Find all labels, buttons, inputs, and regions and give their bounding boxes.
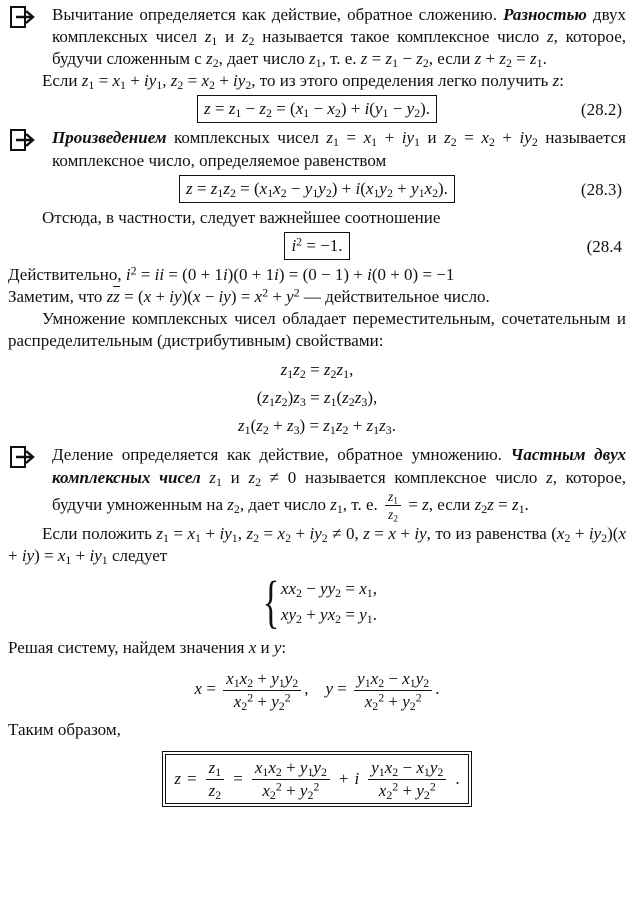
- formula-double-box: z = $\frac{z_1}{z_2}$ = $\frac{x_1x_2 + y_1y_2}{x_2^2 + y_2^2}$ + i $\frac{y_1x_2 - x_1y_2}{x_2^2 + y_2^2}$ .: [162, 751, 471, 807]
- equation-number: (28.3): [580, 179, 622, 199]
- indeed-paragraph: Действительно, $i^2$ = ii = (0 + 1i)(0 + 1i) = (0 − 1) + i(0 + 0) = −1: [8, 263, 455, 284]
- definition-arrow-icon: [10, 6, 36, 28]
- equation-28-3: [8, 175, 626, 203]
- commutative-formula: $z_1z_2 = z_2z_1$,: [280, 360, 354, 382]
- put-if-paragraph: Если положить $z_1 = x_1 + iy_1$, $z_2 = x_2 + iy_2 \ne 0$, z = x + iy, то из равенства $(x_2 + iy_2)(x + iy) = x_1 + iy_1$ следует: [8, 523, 626, 567]
- section-division: [8, 444, 627, 525]
- formula-box: $z = z_1z_2 = (x_1x_2 - y_1y_2) + i(x_1y_2 + y_1x_2)$.: [179, 175, 455, 203]
- note-paragraph: Заметим, что $z\overline{z} = (x + iy)(x - iy) = x^2 + y^2$ — действительное число.: [8, 285, 490, 307]
- x-fraction: $\frac{x_1x_2 + y_1y_2}{x_2^2 + y_2^2}$: [223, 669, 301, 711]
- solution-formulas: x = $\frac{x_1x_2 + y_1y_2}{x_2^2 + y_2^2}$ , y = $\frac{y_1x_2 - x_1y_2}{x_2^2 + y_2^2}$ .: [194, 669, 440, 713]
- thus-paragraph: Таким образом,: [8, 720, 121, 740]
- associative-formula: $(z_1z_2)z_3 = z_1(z_2z_3)$,: [256, 388, 378, 410]
- solving-paragraph: Решая систему, найдем значения x и y:: [8, 638, 287, 658]
- definition-arrow-icon: [10, 446, 36, 468]
- hence-paragraph: Отсюда, в частности, следует важнейшее соотношение: [42, 207, 441, 227]
- equation-28-2: [8, 95, 626, 123]
- product-paragraph: Произведением комплексных чисел $z_1 = x_1 + iy_1$ и $z_2 = x_2 + iy_2$ называется комплексное число, определяемое равенством: [52, 128, 626, 170]
- if-paragraph: Если $z_1 = x_1 + iy_1$, $z_2 = x_2 + iy_2$, то из этого определения легко получить z:: [42, 71, 564, 93]
- definition-arrow-icon: [10, 129, 36, 151]
- distributive-formula: $z_1(z_2 + z_3) = z_1z_2 + z_1z_3$.: [238, 416, 396, 438]
- section-subtraction: [8, 4, 626, 70]
- division-paragraph: Деление определяется как действие, обратное умножению. Частным двух комплексных чисел $z_1$ и $z_2 \ne 0$ называется комплексное число z, которое, будучи умноженным на $z_2$, дает число $z_1$, т. е. $\frac{z_1}{z_2}$ = z, если $z_2z = z_1$.: [52, 445, 627, 525]
- formula-box: $z = z_1 - z_2 = (x_1 - x_2) + i(y_1 - y_2)$.: [197, 95, 437, 123]
- formula-box: $i^2 = -1$.: [284, 232, 349, 260]
- brace: {: [262, 569, 280, 635]
- properties-block: [8, 356, 626, 440]
- system-block: [8, 569, 626, 635]
- y-fraction: $\frac{y_1x_2 - x_1y_2}{x_2^2 + y_2^2}$: [354, 669, 432, 711]
- section-product: [8, 127, 626, 171]
- mult-props-paragraph: Умножение комплексных чисел обладает переместительным, сочетательным и распределительным (дистрибутивным) свойствами:: [8, 309, 626, 351]
- equation-28-4: [8, 232, 626, 260]
- final-formula: [8, 751, 626, 807]
- equation-number: (28.4: [586, 236, 622, 256]
- equation-system: [257, 569, 377, 635]
- subtraction-paragraph: Вычитание определяется как действие, обратное сложению. Разностью двух комплексных чисел $z_1$ и $z_2$ называется такое комплексное число z, которое, будучи сложенным с $z_2$, дает число $z_1$, т. е. $z = z_1 - z_2$, если $z + z_2 = z_1$.: [52, 5, 627, 71]
- equation-number: (28.2): [580, 100, 622, 120]
- system-row-2: $xy_2 + yx_2 = y_1$.: [280, 605, 377, 627]
- system-row-1: $xx_2 - yy_2 = x_1$,: [280, 578, 377, 600]
- textbook-page: [8, 4, 626, 807]
